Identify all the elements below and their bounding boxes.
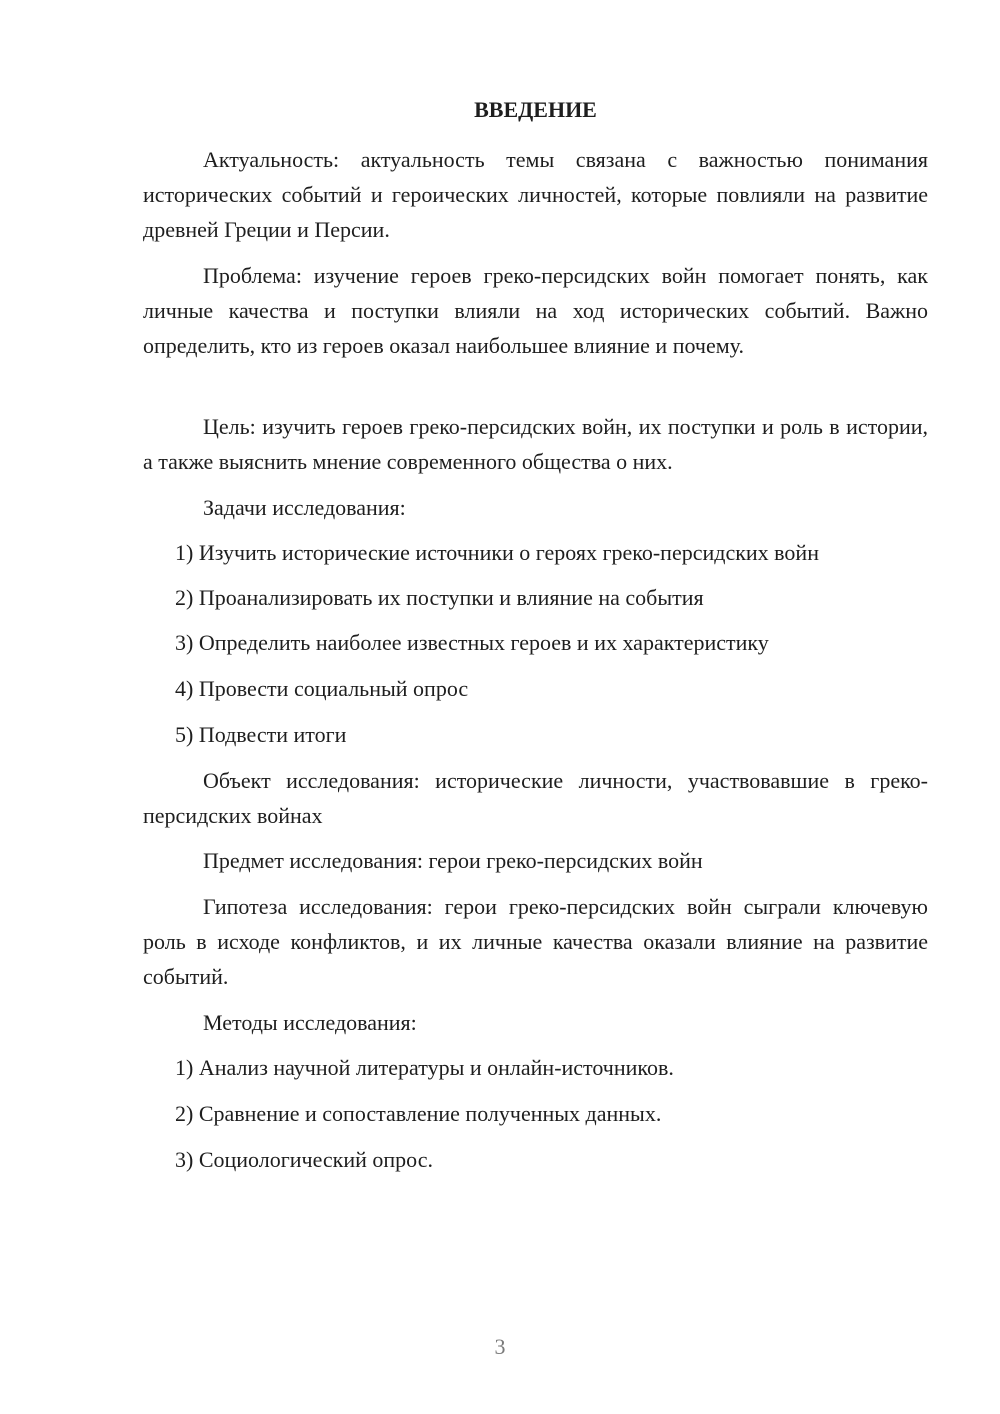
methods-heading: Методы исследования: (203, 1010, 417, 1035)
task-item: 5) Подвести итоги (175, 722, 347, 747)
task-item: 1) Изучить исторические источники о героях греко-персидских войн (175, 540, 819, 565)
subject-paragraph: Предмет исследования: герои греко-персидских войн (203, 848, 703, 873)
relevance-block (143, 142, 928, 247)
methods-heading-block (143, 1005, 928, 1040)
relevance-paragraph: Актуальность: актуальность темы связана с важностью понимания исторических событий и героических личностей, которые повлияли на развитие древней Греции и Персии. (143, 147, 928, 242)
method-item: 1) Анализ научной литературы и онлайн-источников. (175, 1055, 674, 1080)
method-item: 3) Социологический опрос. (175, 1147, 433, 1172)
task-item: 2) Проанализировать их поступки и влияние на события (175, 585, 704, 610)
page-title: ВВЕДЕНИЕ (474, 97, 597, 122)
hypothesis-paragraph: Гипотеза исследования: герои греко-персидских войн сыграли ключевую роль в исходе конфликтов, и их личные качества оказали влияние на развитие событий. (143, 894, 928, 989)
object-block (143, 763, 928, 833)
problem-block (143, 258, 928, 363)
task-item: 3) Определить наиболее известных героев и их характеристику (175, 630, 769, 655)
object-paragraph: Объект исследования: исторические личности, участвовавшие в греко-персидских войнах (143, 768, 928, 828)
page-number: 3 (494, 1334, 506, 1359)
task-item: 4) Провести социальный опрос (175, 676, 469, 701)
tasks-heading: Задачи исследования: (203, 495, 406, 520)
hypothesis-block (143, 889, 928, 994)
problem-paragraph: Проблема: изучение героев греко-персидских войн помогает понять, как личные качества и поступки влияли на ход исторических событий. Важно определить, кто из героев оказал наибольшее влияние и почему. (143, 263, 928, 358)
subject-block (143, 843, 928, 878)
goal-block (143, 409, 928, 479)
method-item: 2) Сравнение и сопоставление полученных данных. (175, 1101, 662, 1126)
tasks-heading-block (143, 490, 928, 525)
goal-paragraph: Цель: изучить героев греко-персидских войн, их поступки и роль в истории, а также выяснить мнение современного общества о них. (143, 414, 928, 474)
